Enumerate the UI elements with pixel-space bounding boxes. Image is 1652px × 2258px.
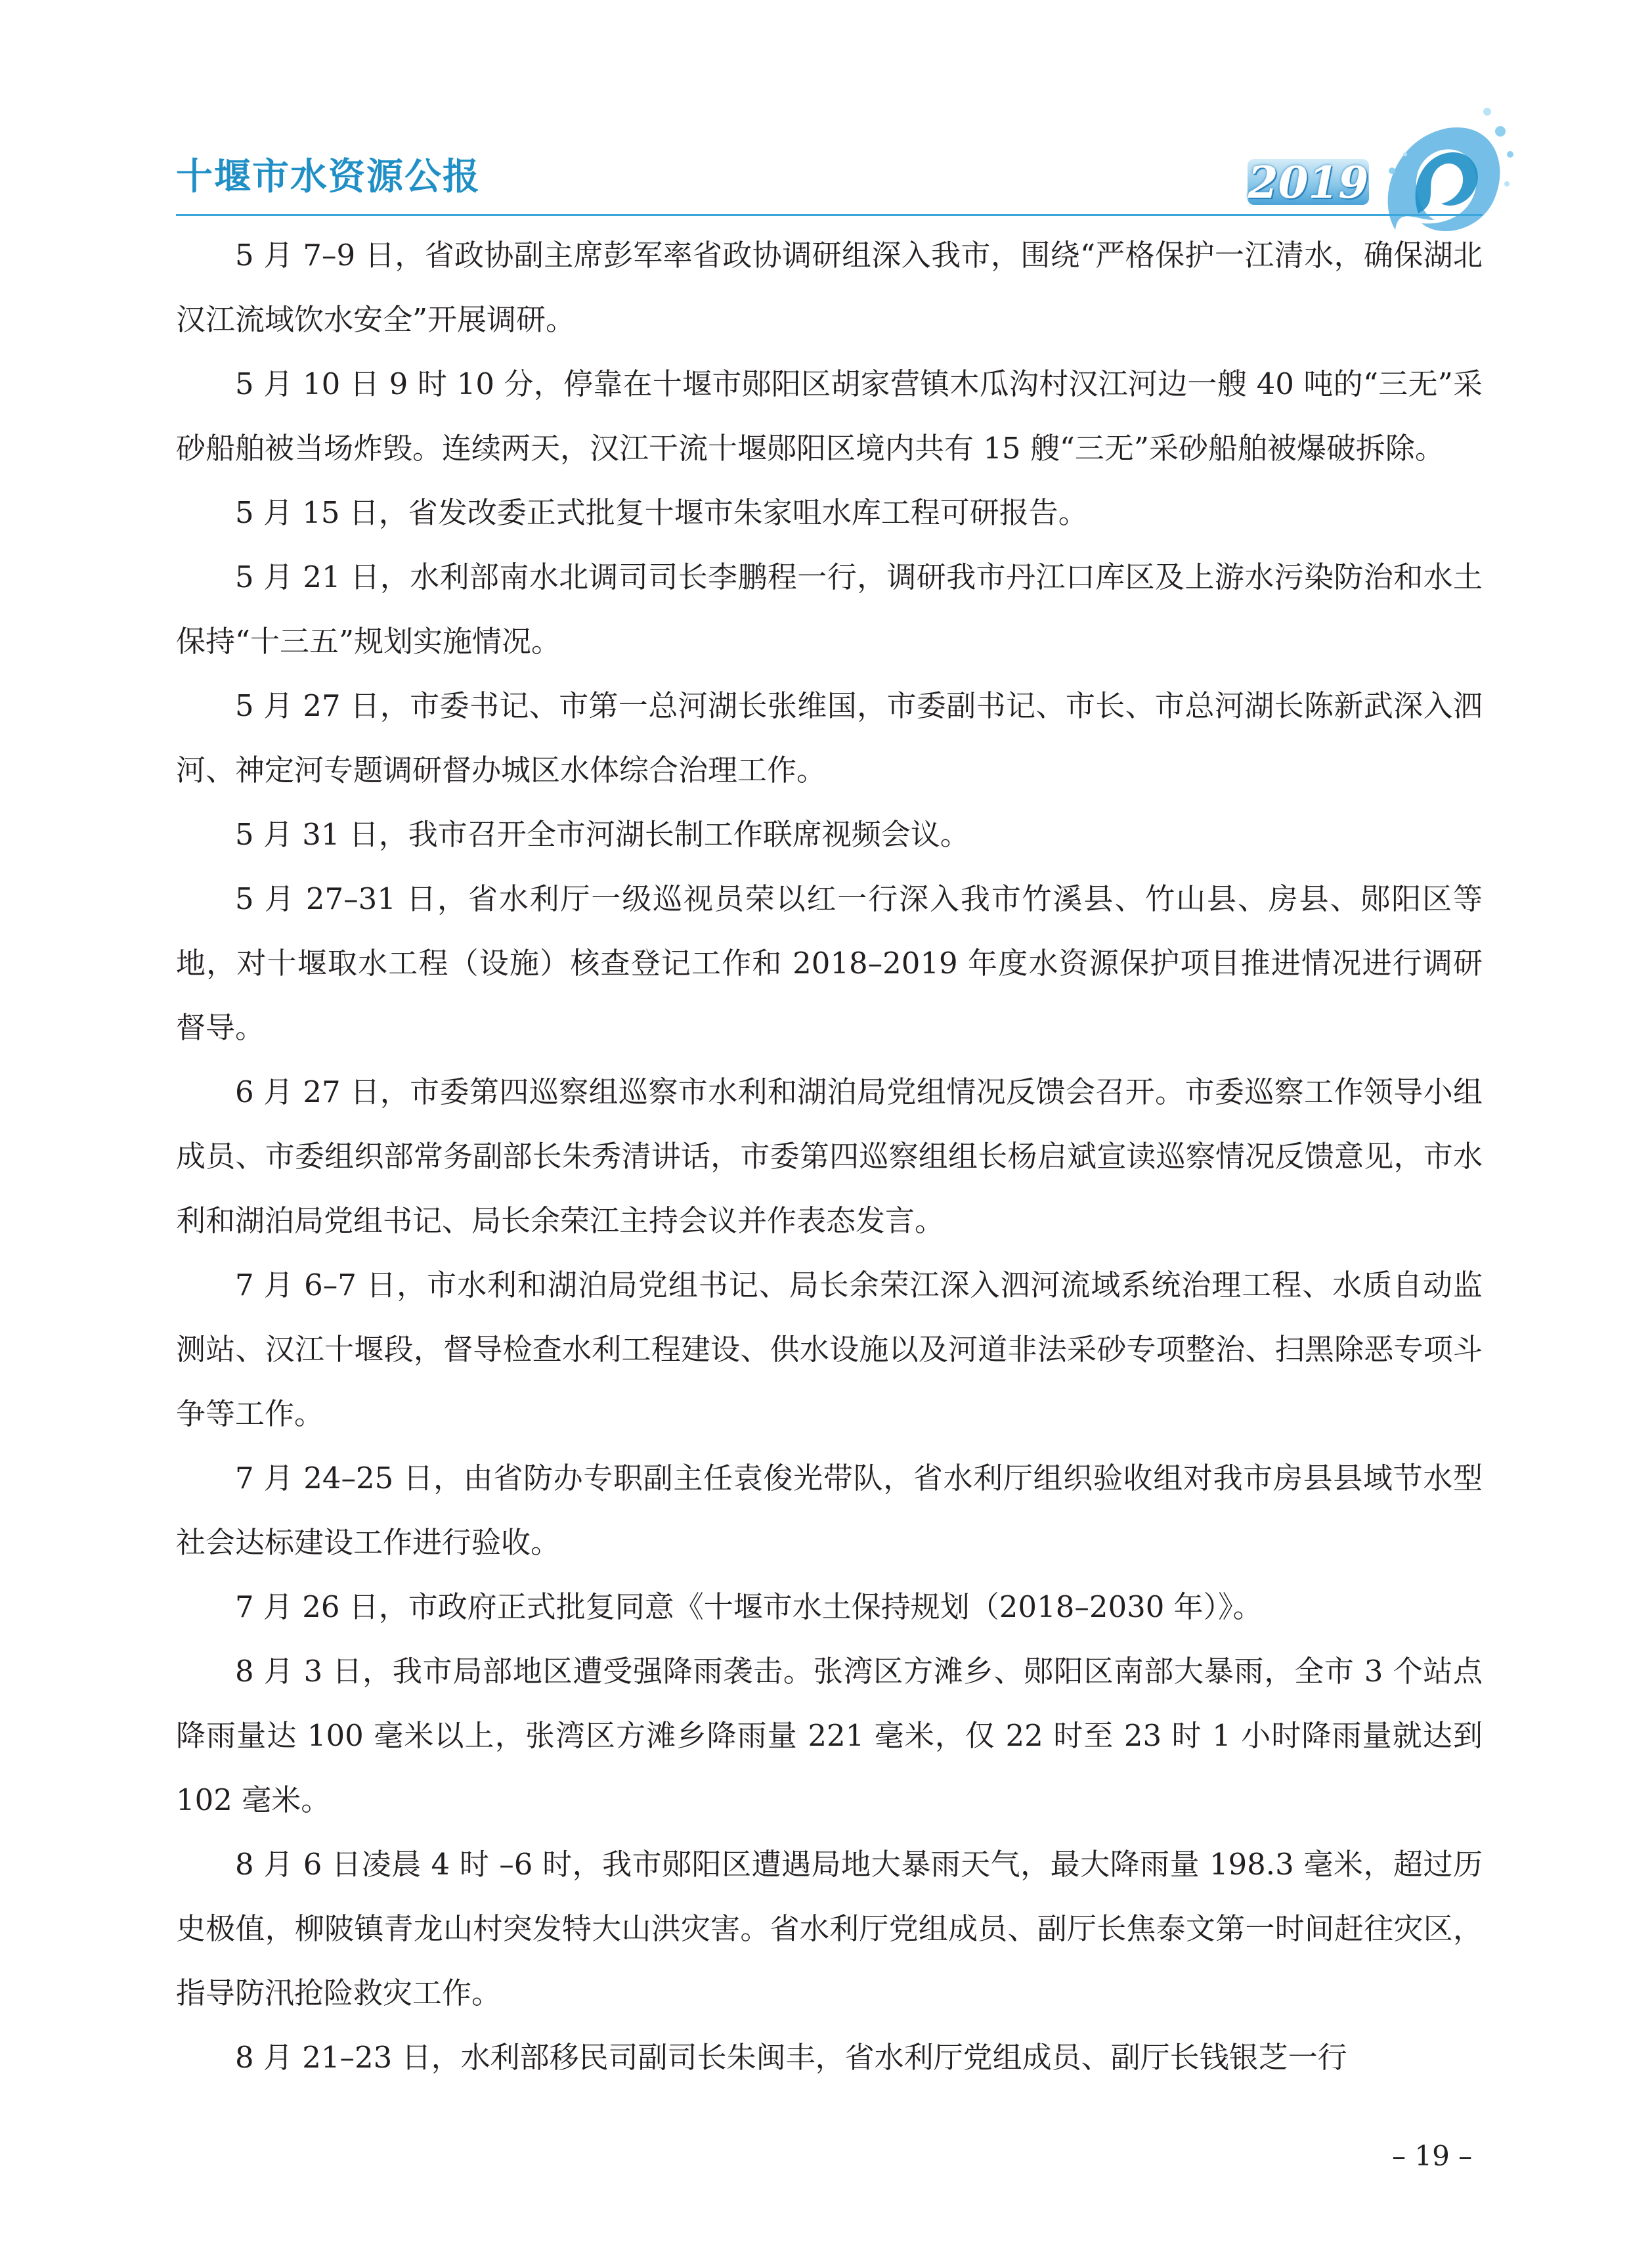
- paragraph: 8 月 21–23 日，水利部移民司副司长朱闽丰，省水利厅党组成员、副厅长钱银芝一行: [235, 2040, 1347, 2075]
- paragraph: 5 月 27–31 日，省水利厅一级巡视员荣以红一行深入我市竹溪县、竹山县、房县、郧阳区等地，对十堰取水工程（设施）核查登记工作和 2018–2019 年度水资源保护项目推进情况进行调研督导。: [176, 881, 1483, 1045]
- paragraph: 7 月 26 日，市政府正式批复同意《十堰市水土保持规划（2018–2030 年）》。: [235, 1589, 1263, 1624]
- paragraph: 8 月 6 日凌晨 4 时 –6 时，我市郧阳区遭遇局地大暴雨天气，最大降雨量 198.3 毫米，超过历史极值，柳陂镇青龙山村突发特大山洪灾害。省水利厅党组成员、副厅长焦泰文第一时间赶往灾区，指导防汛抢险救灾工作。: [176, 1847, 1483, 2010]
- paragraph: 5 月 7–9 日，省政协副主席彭军率省政协调研组深入我市，围绕“严格保护一江清水，确保湖北汉江流域饮水安全”开展调研。: [176, 238, 1483, 337]
- publication-title: 十堰市水资源公报: [176, 156, 481, 198]
- header-divider: [176, 214, 1483, 216]
- year-badge: [1248, 155, 1369, 208]
- paragraph: 6 月 27 日，市委第四巡察组巡察市水利和湖泊局党组情况反馈会召开。市委巡察工作领导小组成员、市委组织部常务副部长朱秀清讲话，市委第四巡察组组长杨启斌宣读巡察情况反馈意见，市水利和湖泊局党组书记、局长余荣江主持会议并作表态发言。: [176, 1074, 1483, 1238]
- paragraph: 5 月 21 日，水利部南水北调司司长李鹏程一行，调研我市丹江口库区及上游水污染防治和水土保持“十三五”规划实施情况。: [176, 560, 1483, 659]
- paragraph: 5 月 10 日 9 时 10 分，停靠在十堰市郧阳区胡家营镇木瓜沟村汉江河边一艘 40 吨的“三无”采砂船舶被当场炸毁。连续两天，汉江干流十堰郧阳区境内共有 15 艘“三无”采砂船舶被爆破拆除。: [176, 366, 1483, 466]
- paragraph: 5 月 31 日，我市召开全市河湖长制工作联席视频会议。: [235, 817, 970, 852]
- year-label: 2019: [1248, 157, 1369, 208]
- paragraph: 7 月 6–7 日，市水利和湖泊局党组书记、局长余荣江深入泗河流域系统治理工程、水质自动监测站、汉江十堰段，督导检查水利工程建设、供水设施以及河道非法采砂专项整治、扫黑除恶专项斗争等工作。: [176, 1268, 1483, 1431]
- paragraph: 8 月 3 日，我市局部地区遭受强降雨袭击。张湾区方滩乡、郧阳区南部大暴雨，全市 3 个站点降雨量达 100 毫米以上，张湾区方滩乡降雨量 221 毫米，仅 22 时至 23 时 1 小时降雨量就达到 102 毫米。: [176, 1654, 1483, 1817]
- paragraph: 5 月 15 日，省发改委正式批复十堰市朱家咀水库工程可研报告。: [235, 495, 1088, 530]
- paragraph: 7 月 24–25 日，由省防办专职副主任袁俊光带队，省水利厅组织验收组对我市房县县域节水型社会达标建设工作进行验收。: [176, 1461, 1483, 1560]
- body-text: [176, 223, 1483, 2090]
- paragraph: 5 月 27 日，市委书记、市第一总河湖长张维国，市委副书记、市长、市总河湖长陈新武深入泗河、神定河专题调研督办城区水体综合治理工作。: [176, 688, 1483, 787]
- page-number: – 19 –: [1392, 2140, 1473, 2172]
